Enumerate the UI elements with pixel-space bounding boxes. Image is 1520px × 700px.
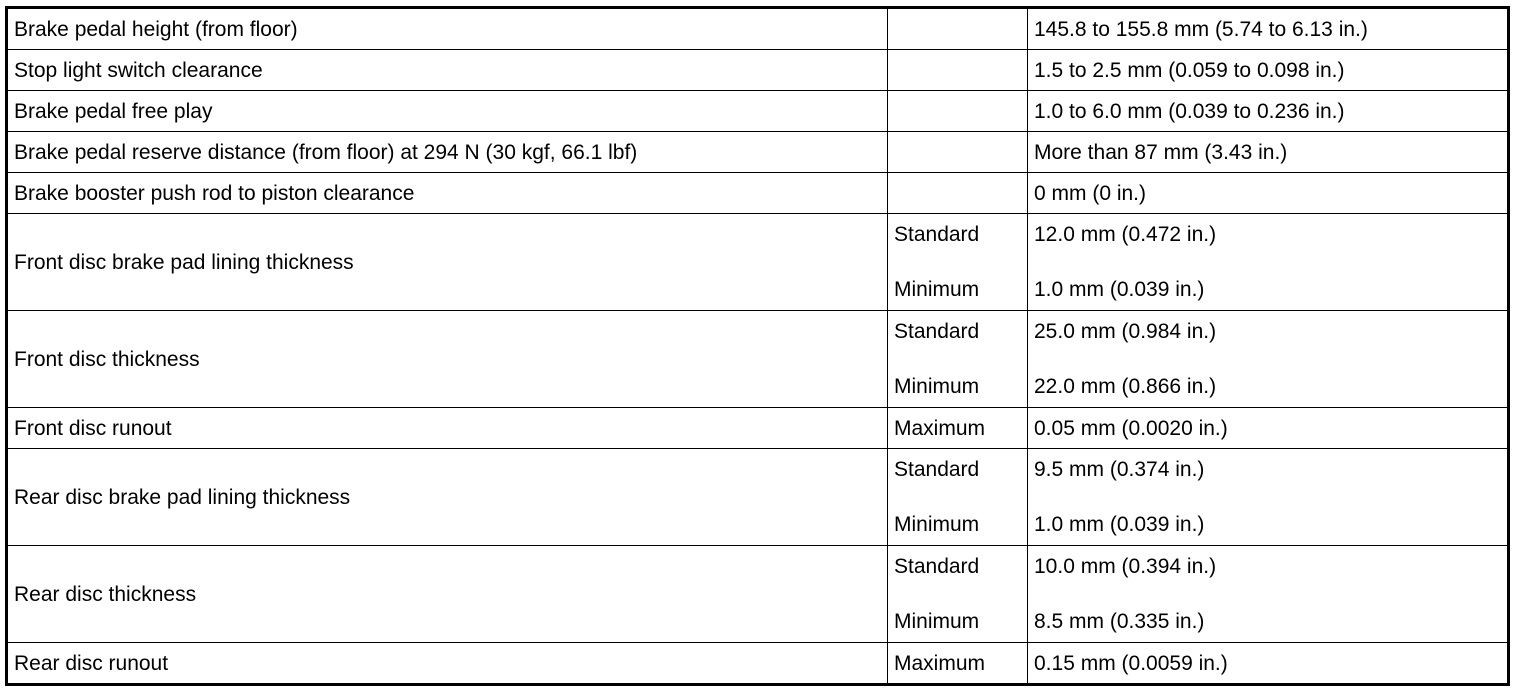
condition-cell (888, 50, 1028, 91)
value-standard: 25.0 mm (0.984 in.) (1034, 320, 1217, 343)
item-cell: Rear disc runout (7, 643, 888, 685)
table-row (7, 50, 1509, 91)
condition-minimum: Minimum (894, 375, 980, 398)
table-row (7, 449, 1509, 546)
item-cell: Front disc brake pad lining thickness (7, 214, 888, 311)
value-minimum: 1.0 mm (0.039 in.) (1034, 513, 1205, 536)
table-row (7, 408, 1509, 449)
condition-cell (888, 214, 1028, 311)
value-minimum: 22.0 mm (0.866 in.) (1034, 375, 1217, 398)
value-standard: 10.0 mm (0.394 in.) (1034, 555, 1217, 578)
value-cell (1028, 546, 1509, 643)
table-row (7, 173, 1509, 214)
value-cell: 0.15 mm (0.0059 in.) (1028, 643, 1509, 685)
condition-cell (888, 449, 1028, 546)
condition-standard: Standard (894, 458, 980, 481)
value-cell: 1.5 to 2.5 mm (0.059 to 0.098 in.) (1028, 50, 1509, 91)
table-row (7, 132, 1509, 173)
table-row (7, 546, 1509, 643)
value-cell: 0.05 mm (0.0020 in.) (1028, 408, 1509, 449)
condition-standard: Standard (894, 555, 980, 578)
condition-standard: Standard (894, 223, 980, 246)
value-cell: More than 87 mm (3.43 in.) (1028, 132, 1509, 173)
table-row (7, 8, 1509, 50)
item-cell: Front disc runout (7, 408, 888, 449)
item-cell: Brake pedal free play (7, 91, 888, 132)
value-standard: 9.5 mm (0.374 in.) (1034, 458, 1205, 481)
item-cell: Rear disc brake pad lining thickness (7, 449, 888, 546)
table-row (7, 643, 1509, 685)
condition-cell (888, 173, 1028, 214)
condition-cell (888, 91, 1028, 132)
condition-minimum: Minimum (894, 513, 980, 536)
condition-minimum: Minimum (894, 610, 980, 633)
condition-cell (888, 8, 1028, 50)
condition-minimum: Minimum (894, 278, 980, 301)
item-cell: Rear disc thickness (7, 546, 888, 643)
table-row (7, 311, 1509, 408)
item-cell: Front disc thickness (7, 311, 888, 408)
value-standard: 12.0 mm (0.472 in.) (1034, 223, 1217, 246)
item-cell: Brake booster push rod to piston clearance (7, 173, 888, 214)
value-cell (1028, 449, 1509, 546)
item-cell: Brake pedal height (from floor) (7, 8, 888, 50)
value-cell: 1.0 to 6.0 mm (0.039 to 0.236 in.) (1028, 91, 1509, 132)
table-row (7, 91, 1509, 132)
condition-cell (888, 311, 1028, 408)
item-cell: Stop light switch clearance (7, 50, 888, 91)
brake-specification-table (5, 6, 1510, 686)
value-minimum: 1.0 mm (0.039 in.) (1034, 278, 1205, 301)
value-minimum: 8.5 mm (0.335 in.) (1034, 610, 1205, 633)
item-cell: Brake pedal reserve distance (from floor) at 294 N (30 kgf, 66.1 lbf) (7, 132, 888, 173)
value-cell (1028, 214, 1509, 311)
condition-cell: Maximum (888, 643, 1028, 685)
condition-cell (888, 132, 1028, 173)
condition-cell: Maximum (888, 408, 1028, 449)
condition-cell (888, 546, 1028, 643)
value-cell (1028, 311, 1509, 408)
value-cell: 145.8 to 155.8 mm (5.74 to 6.13 in.) (1028, 8, 1509, 50)
table-row (7, 214, 1509, 311)
value-cell: 0 mm (0 in.) (1028, 173, 1509, 214)
condition-standard: Standard (894, 320, 980, 343)
